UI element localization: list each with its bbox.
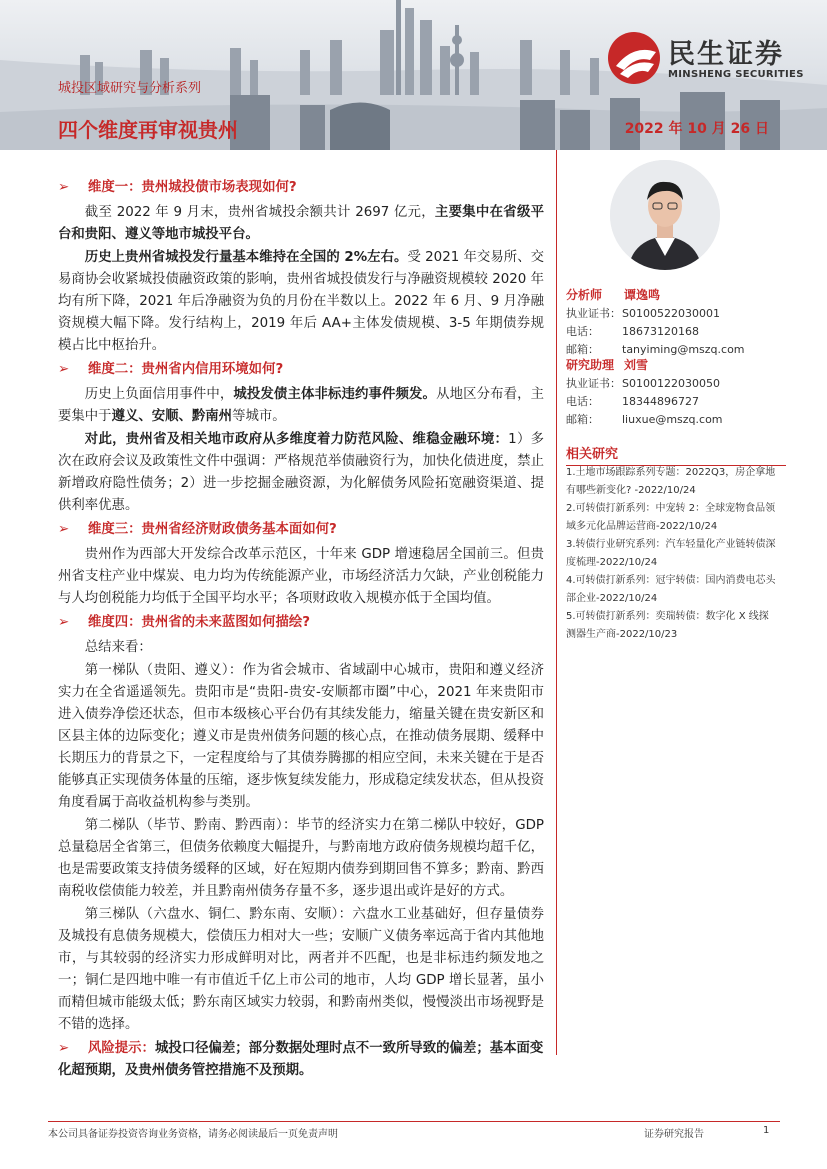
related-item[interactable]: 2.可转债打新系列：中宠转 2：全球宠物食品领域多元化品牌运营商-2022/10/24	[566, 503, 776, 532]
report-date: 2022 年 10 月 26 日	[624, 121, 769, 137]
related-item[interactable]: 3.转债行业研究系列：汽车轻量化产业链转债深度梳理-2022/10/24	[566, 539, 776, 568]
paragraph: 第三梯队（六盘水、铜仁、黔东南、安顺）：六盘水工业基础好，但存量债券及城投有息债务规模大，偿债压力相对大一些；安顺广义债务率远高于省内其他地市，与其较弱的经济实力形成鲜明对比，两者并不匹配，也是非标违约频发地之一；铜仁是四地中唯一有市值近千亿上市公司的地市，人均 GDP 增长显著，虽小而精但城市能级太低；黔东南区域实力较弱，和黔南州类似，慢慢淡出市场视野是不错的选择。	[58, 907, 544, 1032]
assistant-phone: 电话： 18344896727	[566, 395, 699, 408]
paragraph: 贵州作为西部大开发综合改革示范区，十年来 GDP 增速稳居全国前三。但贵州省支柱产业中煤炭、电力均为传统能源产业，市场经济活力欠缺，产业创税能力与人均创税能力均低于全国平均水平；各项财政收入规模亦低于全国均值。	[58, 547, 544, 606]
bullet-arrow-icon: ➢	[58, 180, 70, 195]
report-title: 四个维度再审视贵州	[58, 118, 238, 142]
paragraph: 截至 2022 年 9 月末，贵州省城投余额共计 2697 亿元，主要集中在省级平台和贵阳、遵义等地市城投平台。	[58, 205, 545, 242]
bullet-arrow-icon: ➢	[58, 1041, 70, 1056]
bullet-arrow-icon: ➢	[58, 522, 70, 537]
analyst-name: 谭逸鸣	[624, 288, 661, 302]
bullet-arrow-icon: ➢	[58, 615, 70, 630]
analyst-row: 分析师 谭逸鸣	[566, 288, 661, 302]
related-research-title: 相关研究	[566, 443, 786, 466]
main-content	[58, 175, 544, 1085]
related-item[interactable]: 5.可转债打新系列：奕瑞转债：数字化 X 线探测器生产商-2022/10/23	[566, 611, 769, 640]
analyst-email: 邮箱： tanyiming@mszq.com	[566, 343, 745, 356]
minsheng-logo	[606, 30, 806, 86]
paragraph: 历史上贵州省城投发行量基本维持在全国的 2%左右。受 2021 年交易所、交易商协会收紧城投债融资政策的影响，贵州省城投债发行与净融资规模较 2020 年均有所下降，2021 年后净融资为负的月份在半数以上。2022 年 6 月、9 月净融资规模大幅下降。发行结构上，2019 年后 AA+主体发债规模、3-5 年期债券规模占比中枢抬升。	[58, 250, 544, 353]
bullet-arrow-icon: ➢	[58, 362, 70, 377]
assistant-row: 研究助理 刘雪	[566, 358, 649, 372]
related-item[interactable]: 4.可转债打新系列：冠宇转债：国内消费电芯头部企业-2022/10/24	[566, 575, 776, 604]
header-banner	[0, 0, 827, 150]
assistant-email: 邮箱： liuxue@mszq.com	[566, 413, 723, 426]
analyst-cert: 执业证书：S0100522030001	[566, 307, 720, 320]
analyst-portrait-image	[610, 160, 720, 270]
footer-divider	[48, 1121, 780, 1122]
section-heading-2: ➢ 维度二：贵州省内信用环境如何?	[58, 359, 544, 381]
paragraph: 历史上负面信用事件中，城投发债主体非标违约事件频发。从地区分布看，主要集中于遵义、安顺、黔南州等城市。	[58, 387, 545, 424]
minsheng-emblem-icon	[606, 30, 664, 86]
section-heading-4: ➢ 维度四：贵州省的未来蓝图如何描绘?	[58, 612, 544, 634]
analyst-photo	[610, 160, 720, 270]
footer-disclaimer: 本公司具备证券投资咨询业务资格，请务必阅读最后一页免责声明	[48, 1129, 338, 1140]
footer-report-type: 证券研究报告	[644, 1129, 704, 1140]
assistant-name: 刘雪	[624, 358, 649, 372]
analyst-phone: 电话： 18673120168	[566, 325, 699, 338]
paragraph: 总结来看：	[84, 640, 152, 655]
page-number: 1	[763, 1125, 770, 1136]
paragraph: 第二梯队（毕节、黔南、黔西南）：毕节的经济实力在第二梯队中较好，GDP 总量稳居全省第三，但债务依赖度大幅提升，与黔南地方政府债务规模均超千亿，也是需要政策支持债务缓释的区域，好在短期内债券到期回售不算多；黔南、黔西南税收偿债能力较差，并且黔南州债务存量不多，逐步退出或许是好的方式。	[58, 818, 544, 899]
logo-chinese-text: 民生证券	[668, 39, 784, 70]
series-name: 城投区域研究与分析系列	[58, 81, 202, 96]
section-heading-1: ➢ 维度一：贵州城投债市场表现如何?	[58, 177, 544, 199]
assistant-cert: 执业证书：S0100122030050	[566, 377, 720, 390]
related-item[interactable]: 1.土地市场跟踪系列专题：2022Q3，房企拿地有哪些新变化? -2022/10/24	[566, 467, 776, 496]
logo-english-text: MINSHENG SECURITIES	[668, 69, 804, 80]
column-divider	[556, 150, 557, 1055]
paragraph: 对此，贵州省及相关地市政府从多维度着力防范风险、维稳金融环境：1）多次在政府会议及政策性文件中强调：严格规范举债融资行为，加快化债进度，禁止新增政府隐性债务；2）进一步挖掘金融资源，为化解债务风险拓宽融资渠道、提供利率优惠。	[58, 432, 544, 513]
risk-warning: ➢ 风险提示：城投口径偏差；部分数据处理时点不一致所导致的偏差；基本面变化超预期，及贵州债务管控措施不及预期。	[58, 1038, 544, 1082]
section-heading-3: ➢ 维度三：贵州省经济财政债务基本面如何?	[58, 519, 544, 541]
paragraph: 第一梯队（贵阳、遵义）：作为省会城市、省域副中心城市，贵阳和遵义经济实力在全省遥遥领先。贵阳市是“贵阳-贵安-安顺都市圈”中心，2021 年来贵阳市进入债券净偿还状态，但市本级核心平台仍有其续发能力，缩量关键在贵安新区和区县主体的边际变化；遵义市是贵州债务问题的核心点，在推动债务展期、缓释中长期压力的背景之下，一定程度给与了其债券腾挪的相应空间，未来关键在于是否能够真正实现债务体量的压缩，逐步恢复续发能力，形成稳定续发状态，但从投资角度看属于高收益机构参与类别。	[58, 663, 544, 810]
